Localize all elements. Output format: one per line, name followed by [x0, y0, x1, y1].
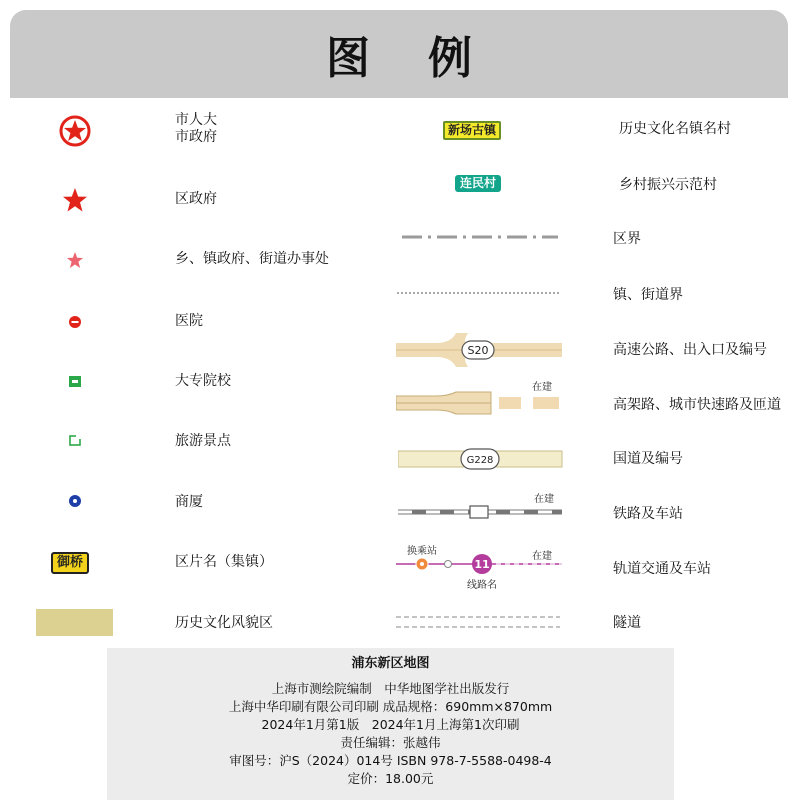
- legend-label-model-village: 乡村振兴示范村: [619, 177, 717, 193]
- imprint-line-4: 责任编辑：张越伟: [340, 735, 441, 750]
- legend-label-township-government: 乡、镇政府、街道办事处: [175, 251, 329, 267]
- model-village-tag: 连民村: [455, 175, 501, 192]
- expressway-symbol: [396, 330, 564, 370]
- metro-symbol: [396, 542, 564, 592]
- metro-line-name: 线路名: [467, 580, 497, 591]
- legend-label-expressway: 高速公路、出入口及编号: [613, 342, 767, 358]
- district-government-star-icon: [62, 187, 88, 213]
- shopping-mall-icon: [68, 494, 82, 508]
- imprint-panel: [107, 648, 674, 800]
- scenic-spot-icon: [69, 435, 81, 446]
- city-government-star-icon: [58, 114, 92, 148]
- railway-note: 在建: [534, 494, 554, 505]
- legend-label-scenic-spot: 旅游景点: [175, 433, 231, 449]
- legend-label-shopping-mall: 商厦: [175, 494, 203, 510]
- legend-title: 图例: [326, 33, 530, 84]
- township-government-star-icon: [66, 251, 84, 269]
- legend-label-city-government: 市人大 市政府: [175, 112, 217, 145]
- legend-label-college: 大专院校: [175, 373, 231, 389]
- district-boundary-line: [400, 232, 560, 242]
- elevated-road-symbol: [396, 380, 564, 426]
- imprint-line-3: 2024年1月第1版 2024年1月上海第1次印刷: [261, 717, 520, 732]
- area-name-tag: 御桥: [51, 552, 89, 574]
- legend-label-historic-area: 历史文化风貌区: [175, 615, 273, 631]
- expressway-code: S20: [467, 344, 489, 357]
- legend-label-tunnel: 隧道: [613, 615, 641, 631]
- legend-label-district-government: 区政府: [175, 191, 217, 207]
- legend-label-town-boundary: 镇、街道界: [613, 287, 683, 303]
- national-highway-code: G228: [466, 455, 494, 466]
- town-boundary-line: [396, 290, 560, 296]
- imprint-line-2: 上海中华印刷有限公司印刷 成品规格：690mm×870mm: [228, 699, 553, 714]
- hospital-icon: [68, 315, 82, 329]
- historic-area-swatch: [36, 609, 113, 636]
- imprint-line-6: 定价：18.00元: [347, 771, 434, 786]
- railway-symbol: [398, 490, 564, 522]
- metro-transfer-label: 换乘站: [407, 546, 437, 557]
- elevated-road-note: 在建: [532, 382, 552, 393]
- imprint-line-1: 上海市测绘院编制 中华地图学社出版发行: [271, 681, 510, 696]
- legend-label-area-name: 区片名（集镇）: [175, 554, 273, 570]
- imprint-title: 浦东新区地图: [351, 656, 430, 671]
- college-icon: [69, 376, 81, 387]
- metro-line-number: 11: [474, 558, 490, 571]
- legend-label-metro: 轨道交通及车站: [613, 561, 711, 577]
- metro-note: 在建: [532, 551, 552, 562]
- legend-label-national-highway: 国道及编号: [613, 451, 683, 467]
- legend-label-hospital: 医院: [175, 313, 203, 329]
- tunnel-symbol: [396, 613, 562, 631]
- legend-label-elevated-road: 高架路、城市快速路及匝道: [613, 397, 781, 413]
- legend-label-district-boundary: 区界: [613, 231, 641, 247]
- national-highway-symbol: [398, 446, 564, 472]
- historic-town-tag: 新场古镇: [443, 121, 501, 140]
- legend-label-railway: 铁路及车站: [613, 506, 683, 522]
- imprint-line-5: 审图号：沪S（2024）014号 ISBN 978-7-5588-0498-4: [229, 753, 552, 768]
- legend-label-historic-town: 历史文化名镇名村: [619, 121, 731, 137]
- legend-header: [10, 10, 788, 98]
